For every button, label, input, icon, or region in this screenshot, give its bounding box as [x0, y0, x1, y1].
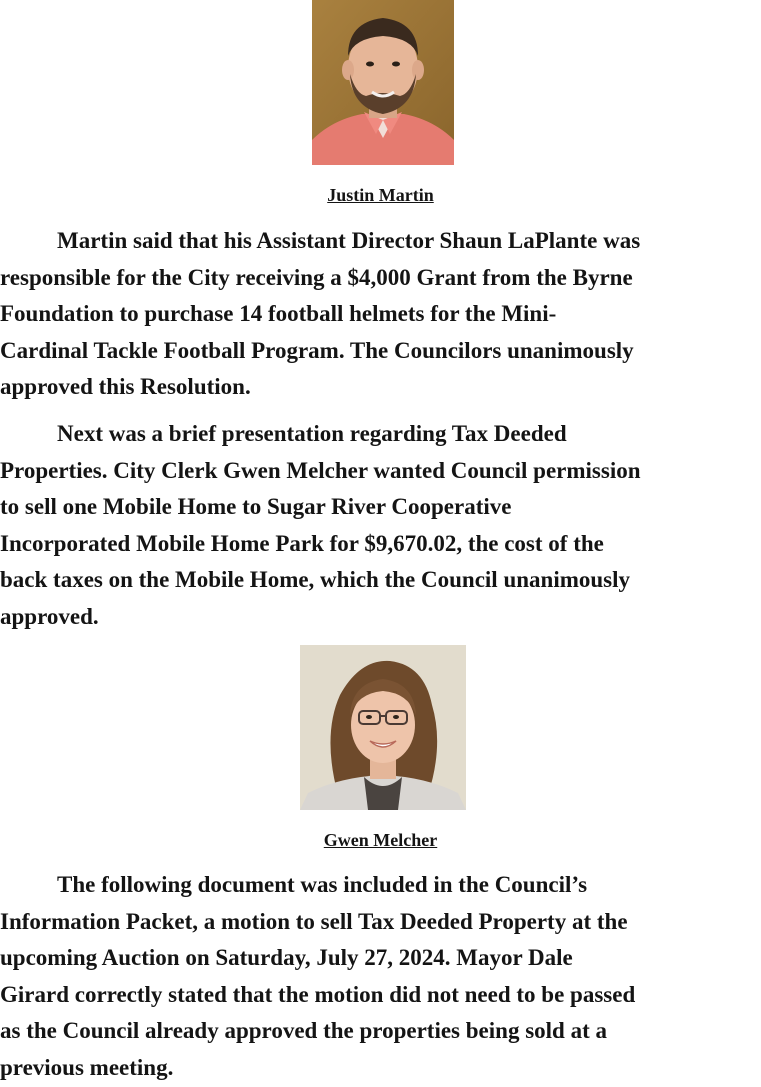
paragraph-line: Foundation to purchase 14 football helmets for the Mini- — [0, 301, 557, 327]
paragraph-line: responsible for the City receiving a $4,000 Grant from the Byrne — [0, 264, 633, 290]
article-paragraph — [0, 867, 761, 1087]
paragraph-line: as the Council already approved the properties being sold at a — [0, 1018, 607, 1044]
paragraph-line: Incorporated Mobile Home Park for $9,670.02, the cost of the — [0, 530, 604, 556]
paragraph-line: Information Packet, a motion to sell Tax Deeded Property at the — [0, 908, 628, 934]
photo-caption-gwen-melcher — [0, 829, 761, 851]
caption-text: Gwen Melcher — [323, 830, 438, 850]
photo-caption-justin-martin — [0, 184, 761, 206]
article-paragraph — [0, 223, 761, 406]
paragraph-line: Martin said that his Assistant Director Shaun LaPlante was — [57, 228, 641, 253]
paragraph-line: to sell one Mobile Home to Sugar River Cooperative — [0, 494, 512, 520]
article-paragraph — [0, 416, 761, 636]
portrait-photo-justin-martin — [312, 0, 454, 165]
paragraph-line: approved. — [0, 603, 99, 629]
caption-text: Justin Martin — [327, 185, 434, 205]
paragraph-line: Cardinal Tackle Football Program. The Councilors unanimously — [0, 337, 634, 363]
paragraph-line: The following document was included in the Council’s — [57, 872, 588, 897]
portrait-image — [312, 0, 454, 165]
paragraph-line: Next was a brief presentation regarding Tax Deeded — [57, 421, 567, 446]
paragraph-line: back taxes on the Mobile Home, which the Council unanimously — [0, 567, 630, 593]
paragraph-line: Girard correctly stated that the motion did not need to be passed — [0, 981, 636, 1007]
paragraph-line: upcoming Auction on Saturday, July 27, 2024. Mayor Dale — [0, 945, 573, 971]
portrait-photo-gwen-melcher — [300, 645, 466, 810]
portrait-image — [300, 645, 466, 810]
paragraph-line: previous meeting. — [0, 1054, 174, 1080]
paragraph-line: approved this Resolution. — [0, 374, 251, 400]
paragraph-line: Properties. City Clerk Gwen Melcher wanted Council permission — [0, 457, 641, 483]
